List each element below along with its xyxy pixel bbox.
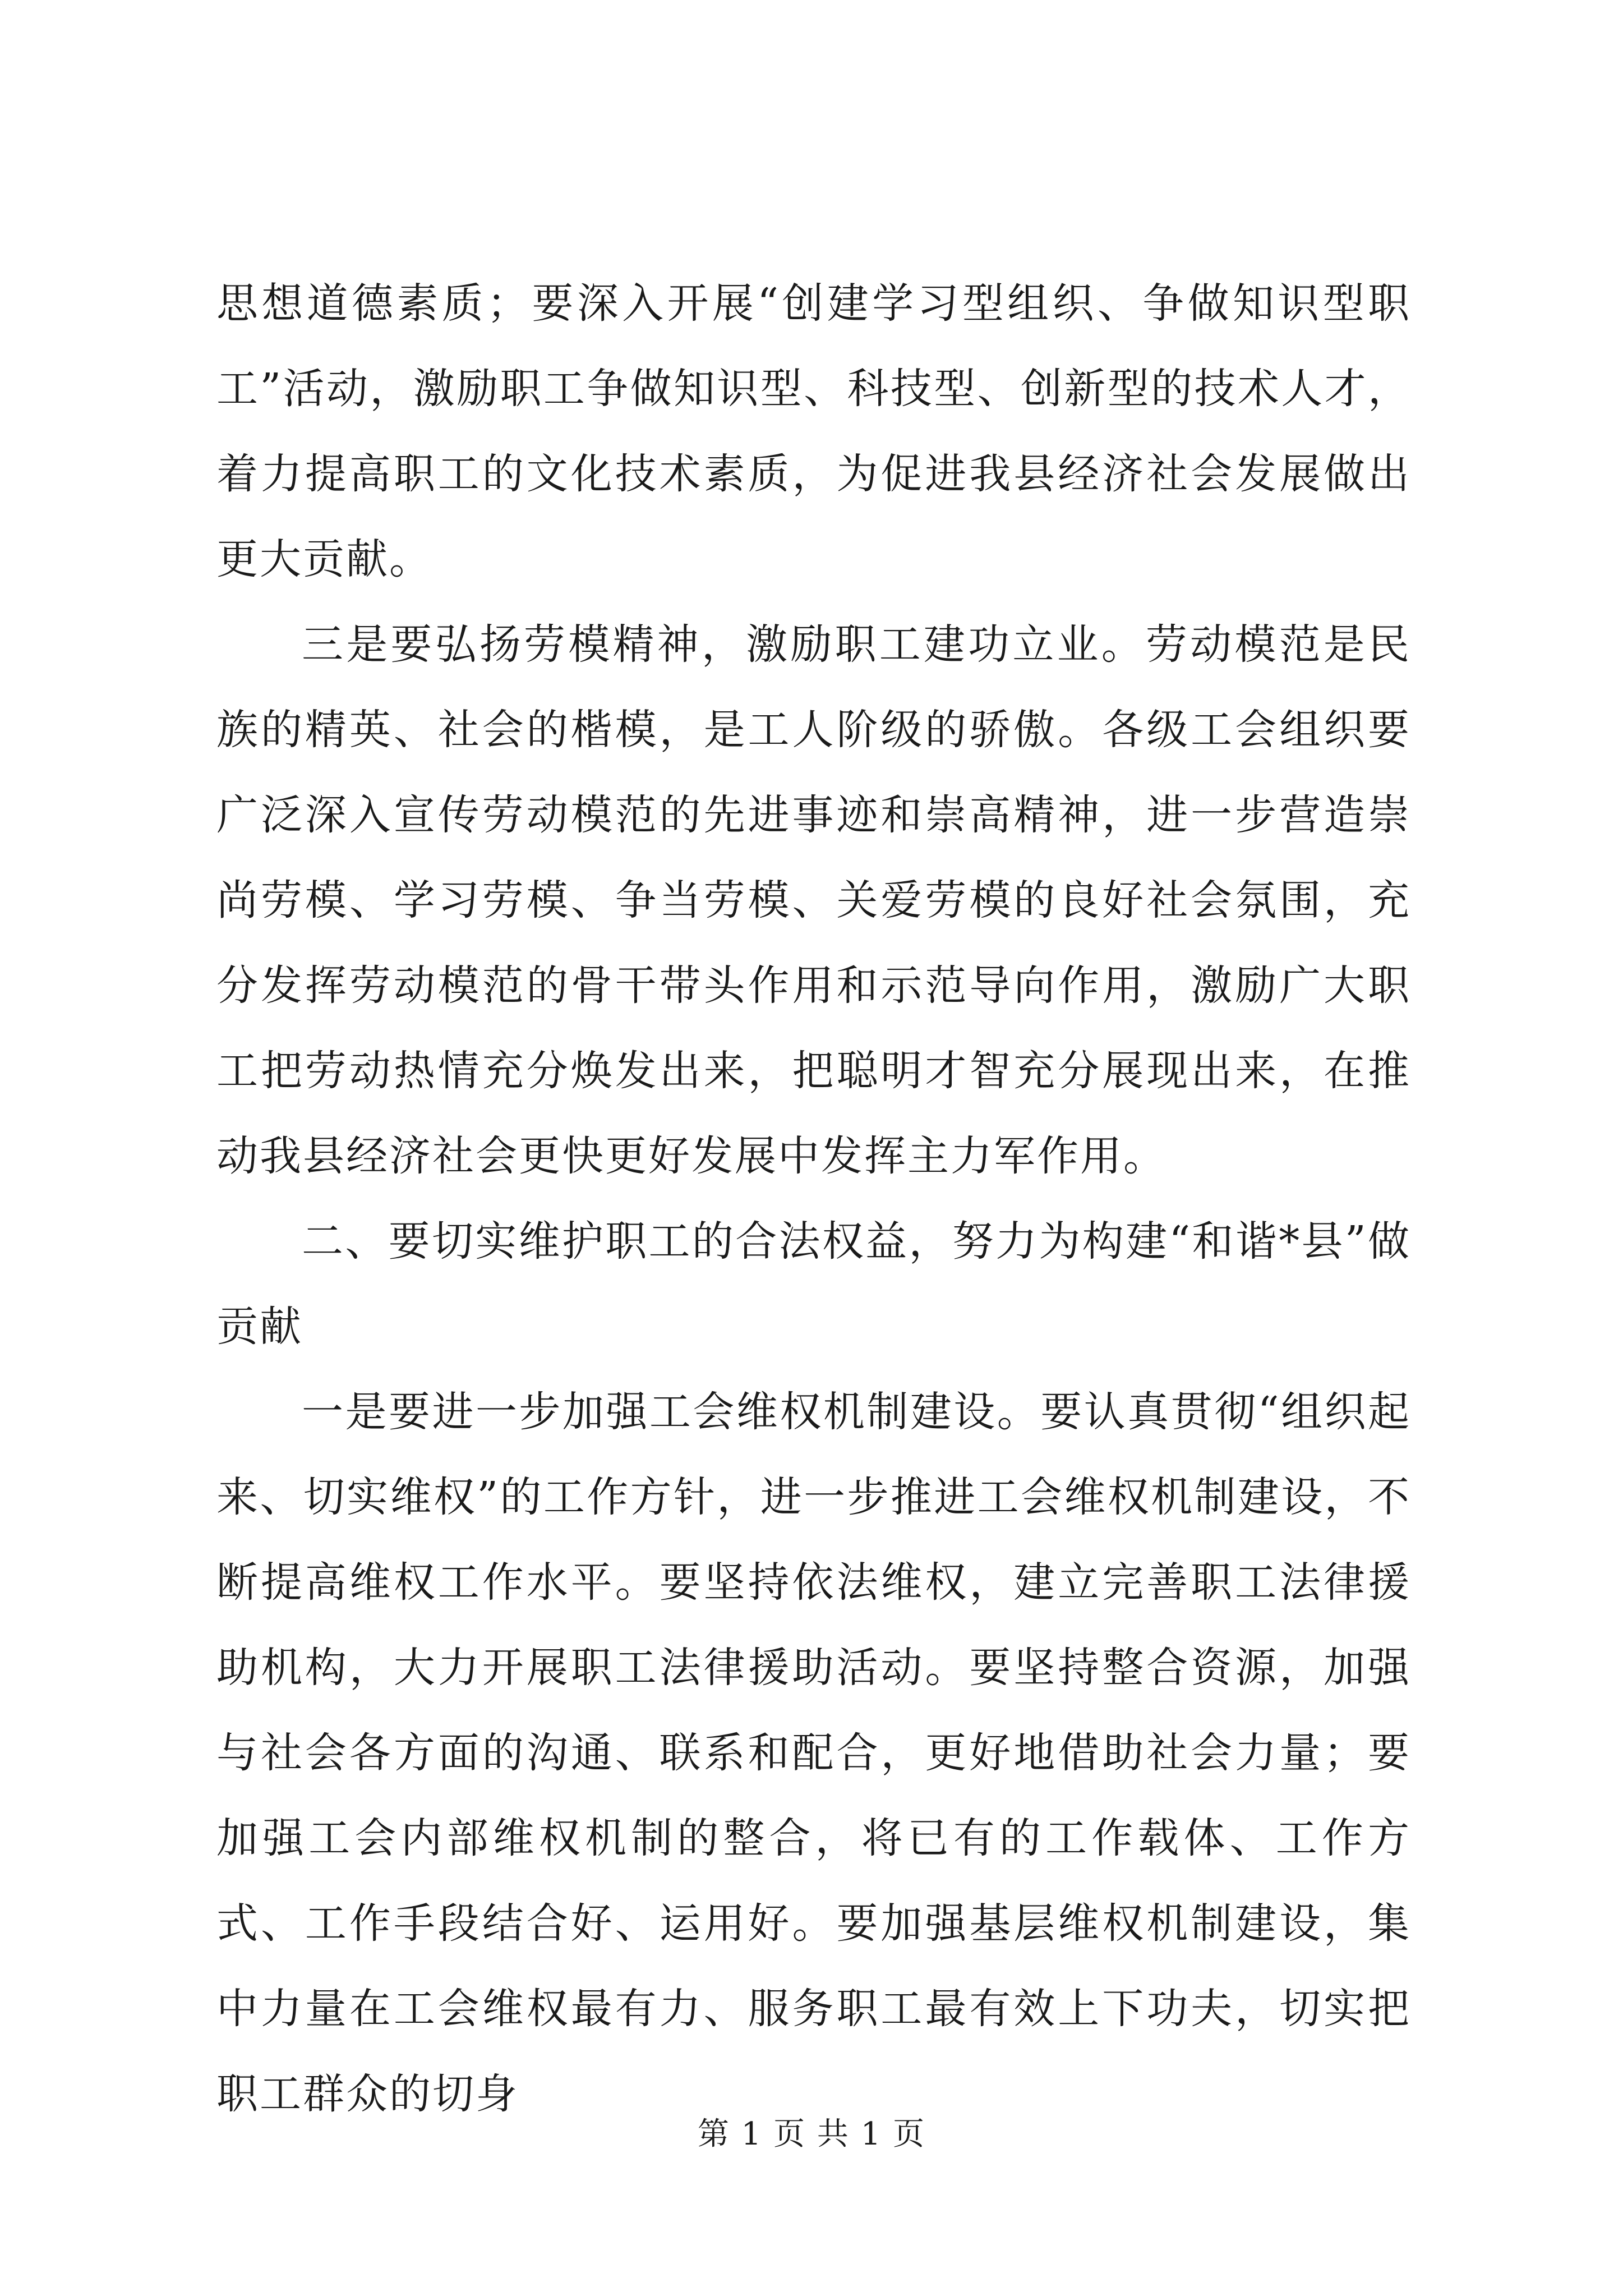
paragraph-continuation: 思想道德素质；要深入开展“创建学习型组织、争做知识型职工”活动，激励职工争做知识型、科技型、创新型的技术人才，着力提高职工的文化技术素质，为促进我县经济社会发展做出更大贡献。 bbox=[216, 279, 1411, 583]
paragraph-labor-model: 三是要弘扬劳模精神，激励职工建功立业。劳动模范是民族的精英、社会的楷模，是工人阶级的骄傲。各级工会组织要广泛深入宣传劳动模范的先进事迹和崇高精神，进一步营造崇尚劳模、学习劳模、争当劳模、关爱劳模的良好社会氛围，充分发挥劳动模范的骨干带头作用和示范导向作用，激励广大职工把劳动热情充分焕发出来，把聪明才智充分展现出来，在推动我县经济社会更快更好发展中发挥主力军作用。 bbox=[216, 620, 1411, 1180]
section-heading: 二、要切实维护职工的合法权益，努力为构建“和谐*县”做贡献 bbox=[216, 1217, 1411, 1351]
page-number-footer: 第 1 页 共 1 页 bbox=[697, 2116, 926, 2152]
document-body bbox=[216, 261, 1411, 2137]
paragraph-rights-mechanism: 一是要进一步加强工会维权机制建设。要认真贯彻“组织起来、切实维权”的工作方针，进一步推进工会维权机制建设，不断提高维权工作水平。要坚持依法维权，建立完善职工法律援助机构，大力开展职工法律援助活动。要坚持整合资源，加强与社会各方面的沟通、联系和配合，更好地借助社会力量；要加强工会内部维权机制的整合，将已有的工作载体、工作方式、工作手段结合好、运用好。要加强基层维权机制建设，集中力量在工会维权最有力、服务职工最有效上下功夫，切实把职工群众的切身 bbox=[216, 1388, 1411, 2118]
